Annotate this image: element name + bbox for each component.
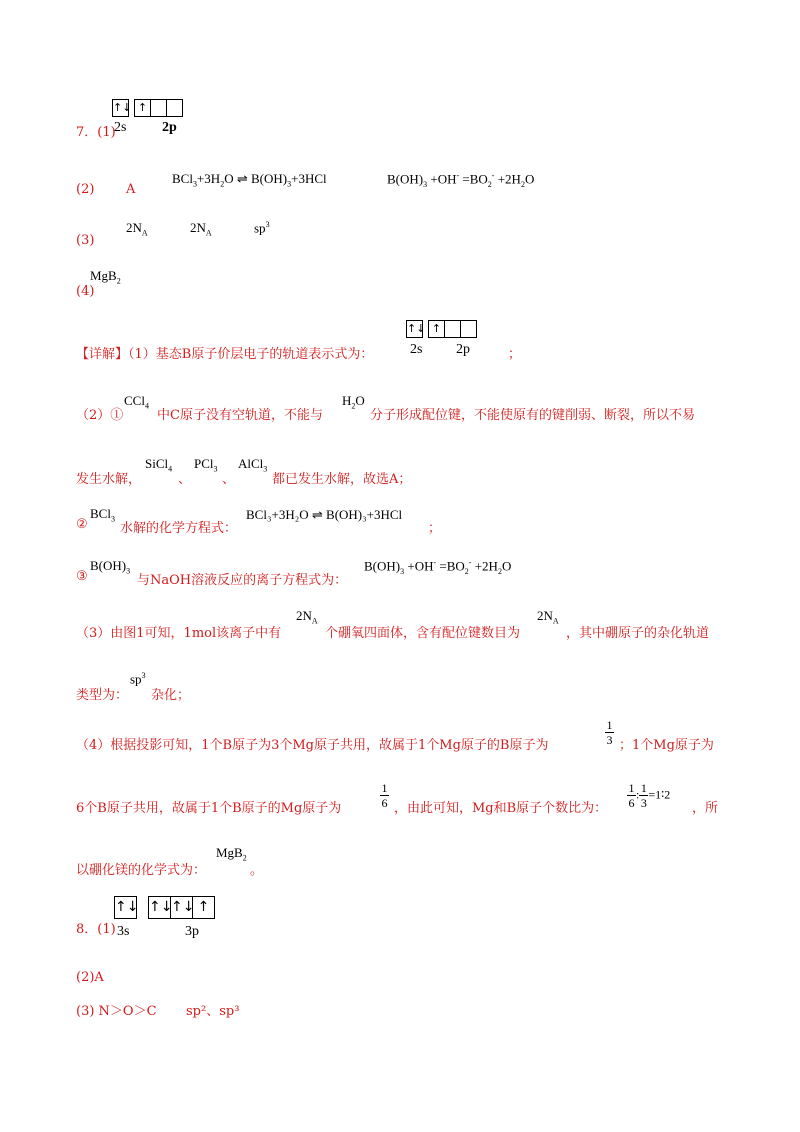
orbital-box-2s: ↑↓ bbox=[112, 99, 129, 117]
q8-part2: (2)A bbox=[76, 970, 104, 985]
orbital-box-3s: ↑↓ bbox=[114, 896, 137, 919]
q7-part2-answer: A bbox=[126, 182, 136, 197]
d4-line2-text-a: 6个B原子共用，故属于1个B原子的Mg原子为 bbox=[76, 801, 342, 816]
d2-sicl4: SiCl$_4$ bbox=[145, 456, 173, 474]
d2-item2-marker: ② bbox=[76, 517, 88, 532]
d2-line2-text-b: 都已发生水解，故选A； bbox=[272, 472, 412, 487]
d2-alcl3: AlCl$_3$ bbox=[238, 456, 268, 474]
d4-line1-text-a: （4）根据投影可知，1个B原子为3个Mg原子共用，故属于1个Mg原子的B原子为 bbox=[76, 738, 549, 753]
detail-orbital-box-2s: ↑↓ bbox=[406, 320, 423, 338]
q7-part3-value-2: $2N_A$ bbox=[190, 220, 212, 238]
d2-item2-equation: BCl₃+3H₂O ⇌ B(OH)₃+3HCl bbox=[246, 507, 403, 522]
detail-semicolon: ； bbox=[508, 347, 522, 362]
q7-orbital-diagram bbox=[112, 99, 182, 117]
q7-label-2p: 2p bbox=[162, 120, 177, 135]
q7-part4-label: (4) bbox=[76, 284, 95, 299]
q8-label-3p: 3p bbox=[185, 924, 199, 939]
d4-line1-text-b: ；1个Mg原子为 bbox=[619, 738, 714, 753]
q7-part3-value-3: $sp^3$ bbox=[254, 220, 270, 236]
d3-sp3: $sp^3$ bbox=[130, 671, 146, 687]
d4-mgb2: MgB$_2$ bbox=[216, 845, 247, 863]
q7-part4-formula: MgB$_2$ bbox=[90, 268, 121, 286]
q8-number: 8．(1) bbox=[76, 922, 116, 937]
d4-ratio: $\frac{1}{6}$ : $\frac{1}{3}$ =1∶2 bbox=[628, 781, 671, 810]
d3-line1-text-b: 个硼氧四面体，含有配位键数目为 bbox=[325, 626, 521, 641]
d2-ccl4: CCl$_4$ bbox=[124, 393, 149, 411]
d2-pcl3: PCl$_3$ bbox=[194, 456, 218, 474]
detail-orbital-diagram bbox=[406, 320, 476, 338]
d3-2na-2: $2N_A$ bbox=[537, 608, 559, 626]
d2-line2-text-a: 发生水解， bbox=[76, 472, 142, 487]
d2-item2-end: ； bbox=[428, 521, 442, 536]
orbital-box-2p-3 bbox=[166, 99, 183, 117]
d2-line1-text-c: 分子形成配位键，不能使原有的键削弱、断裂，所以不易 bbox=[370, 408, 696, 423]
d4-fraction-1-3: $\frac{1}{3}$ bbox=[606, 718, 613, 747]
d3-line1-text-a: （3）由图1可知，1mol该离子中有 bbox=[76, 626, 282, 641]
d4-fraction-1-6: $\frac{1}{6}$ bbox=[381, 781, 388, 810]
d3-line2-text-a: 类型为： bbox=[76, 688, 129, 703]
d2-h2o: $H_2O$ bbox=[342, 393, 365, 411]
d3-line2-text-b: 杂化； bbox=[151, 688, 191, 703]
d3-2na-1: $2N_A$ bbox=[296, 608, 318, 626]
q7-ionic-equation: $B(OH)_3 +OH^- =BO_2^- +2H_2O$ bbox=[387, 171, 535, 189]
d2-item3-text: 与NaOH溶液反应的离子方程式为： bbox=[137, 573, 348, 588]
q8-orbital-diagram bbox=[114, 896, 214, 919]
q7-hydrolysis-equation: $BCl_3+3H_2O$ ⇌ $B(OH)_3+3HCl$ bbox=[172, 171, 327, 189]
d3-line1-text-c: ，其中硼原子的杂化轨道 bbox=[566, 626, 710, 641]
d2-sep-2: 、 bbox=[222, 472, 236, 487]
detail-orbital-box-2p-1: ↑ bbox=[428, 320, 445, 338]
detail-intro: 【详解】（1）基态B原子价层电子的轨道表示式为： bbox=[76, 347, 374, 362]
d4-line2-text-b: ，由此可知，Mg和B原子个数比为： bbox=[394, 801, 608, 816]
orbital-box-2p-1: ↑ bbox=[134, 99, 151, 117]
detail-label-2p: 2p bbox=[456, 342, 470, 357]
d2-sep-1: 、 bbox=[178, 472, 192, 487]
d2-boh3: $B(OH)_3$ bbox=[90, 558, 131, 576]
q8-part3-hybridization: sp²、sp³ bbox=[186, 1004, 240, 1019]
orbital-box-3p-3: ↑ bbox=[192, 896, 215, 919]
q7-part3-value-1: $2N_A$ bbox=[126, 220, 148, 238]
q8-part3-label: (3) N＞O＞C bbox=[76, 1004, 157, 1019]
d4-line3-text-b: 。 bbox=[250, 863, 264, 878]
q7-number: 7．(1) bbox=[76, 125, 116, 140]
detail-orbital-box-2p-2 bbox=[444, 320, 461, 338]
orbital-box-3p-1: ↑↓ bbox=[148, 896, 171, 919]
q7-part2-label: (2) bbox=[76, 182, 95, 197]
d2-line1: （2）① bbox=[76, 408, 124, 423]
d2-item3-marker: ③ bbox=[76, 569, 88, 584]
d4-line3-text-a: 以硼化镁的化学式为： bbox=[76, 863, 207, 878]
d2-bcl3: BCl$_3$ bbox=[90, 506, 115, 524]
orbital-box-3p-2: ↑↓ bbox=[170, 896, 193, 919]
q7-part3-label: (3) bbox=[76, 233, 95, 248]
d2-line1-text-b: 中C原子没有空轨道，不能与 bbox=[157, 408, 323, 423]
d2-item3-equation: $B(OH)_3 +OH^- =BO_2^- +2H_2O$ bbox=[364, 558, 512, 576]
d4-line2-text-c: ，所 bbox=[692, 801, 719, 816]
detail-label-2s: 2s bbox=[410, 342, 423, 357]
q8-label-3s: 3s bbox=[117, 924, 130, 939]
detail-orbital-box-2p-3 bbox=[460, 320, 477, 338]
d2-item2-text: 水解的化学方程式： bbox=[120, 521, 238, 536]
orbital-box-2p-2 bbox=[150, 99, 167, 117]
q7-label-2s: 2s bbox=[114, 120, 127, 135]
